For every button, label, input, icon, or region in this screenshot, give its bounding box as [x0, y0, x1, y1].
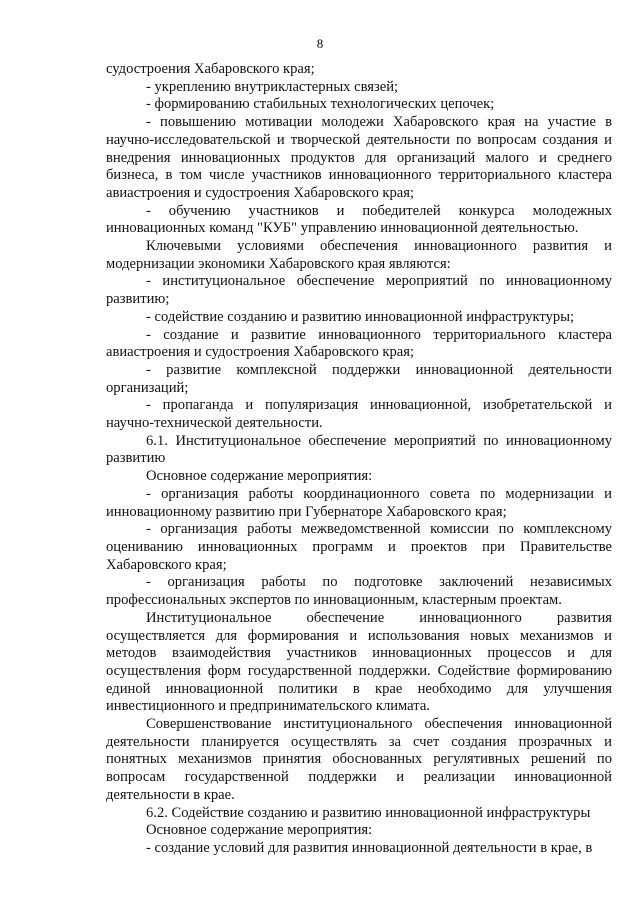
paragraph: Совершенствование институционального обеспечения инновационной деятельности планируется осуществлять за счет создания прозрачных и понятных механизмов принятия обоснованных регулятивных решений по вопросам государственной поддержки и реализации инновационной деятельности в крае.	[106, 716, 612, 803]
paragraph: - формированию стабильных технологических цепочек;	[146, 96, 495, 113]
paragraph: - повышению мотивации молодежи Хабаровского края на участие в научно-исследовательской и творческой деятельности по вопросам создания и внедрения инновационных продуктов для организаций малого и среднего бизнеса, в том числе участников инновационного территориального кластера авиастроения и судостроения Хабаровского края;	[106, 114, 612, 201]
paragraph: - развитие комплексной поддержки инновационной деятельности организаций;	[106, 361, 612, 396]
paragraph: - создание и развитие инновационного территориального кластера авиастроения и судостроения Хабаровского края;	[106, 326, 612, 361]
paragraph: - обучению участников и победителей конкурса молодежных инновационных команд "КУБ" управлению инновационной деятельностью.	[106, 202, 612, 237]
section-heading: 6.2. Содействие созданию и развитию инновационной инфраструктуры	[146, 804, 591, 821]
document-body	[106, 61, 612, 858]
paragraph: Ключевыми условиями обеспечения инновационного развития и модернизации экономики Хабаровского края являются:	[106, 238, 612, 272]
section-heading: 6.1. Институциональное обеспечение мероприятий по инновационному развитию	[106, 432, 612, 467]
paragraph: - институциональное обеспечение мероприятий по инновационному развитию;	[106, 273, 612, 308]
paragraph: - создание условий для развития инновационной деятельности в крае, в	[146, 839, 593, 856]
paragraph: Институциональное обеспечение инновационного развития осуществляется для формирования и использования новых механизмов и методов взаимодействия участников инновационных процессов и для осуществления форм государственной поддержки. Содействие формированию единой инновационной политики в крае необходимо для улучшения инвестиционного и предпринимательского климата.	[106, 609, 612, 715]
paragraph: Основное содержание мероприятия:	[146, 468, 373, 485]
paragraph: - организация работы по подготовке заключений независимых профессиональных экспертов по инновационным, кластерным проектам.	[106, 574, 612, 609]
page-number: 8	[316, 36, 324, 51]
paragraph: - содействие созданию и развитию инновационной инфраструктуры;	[146, 308, 575, 325]
paragraph: Основное содержание мероприятия:	[146, 822, 373, 839]
paragraph: судостроения Хабаровского края;	[106, 61, 315, 77]
paragraph: - организация работы межведомственной комиссии по комплексному оцениванию инновационных программ и проектов при Правительстве Хабаровского края;	[106, 521, 612, 573]
paragraph: - пропаганда и популяризация инновационной, изобретательской и научно-технической деятельности.	[106, 397, 612, 432]
paragraph: - укреплению внутрикластерных связей;	[146, 78, 399, 95]
paragraph: - организация работы координационного совета по модернизации и инновационному развитию при Губернаторе Хабаровского края;	[106, 485, 612, 520]
